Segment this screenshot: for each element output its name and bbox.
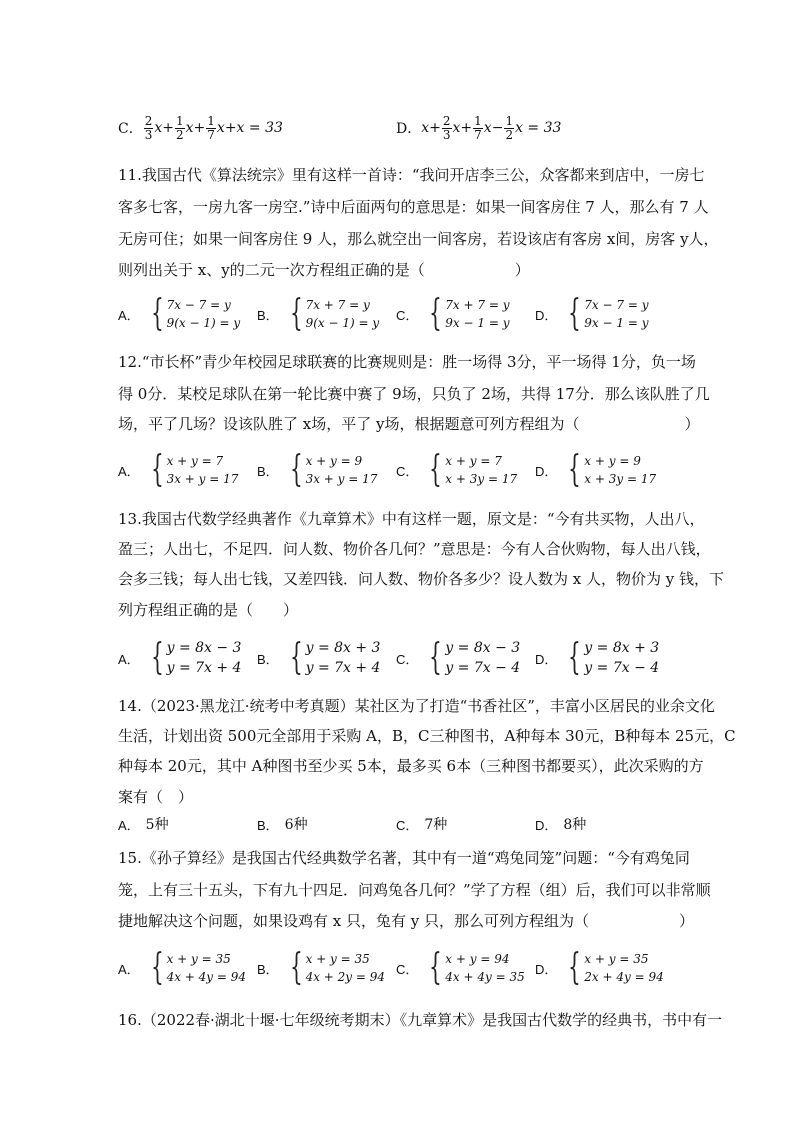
numerator: 2 bbox=[442, 113, 451, 128]
fraction bbox=[206, 115, 216, 142]
q11-option-a[interactable] bbox=[118, 294, 240, 334]
brace-icon: { bbox=[568, 449, 582, 490]
term: x− bbox=[483, 120, 504, 136]
q14-option-b[interactable] bbox=[257, 808, 308, 840]
equation-system bbox=[167, 950, 246, 986]
fraction bbox=[175, 115, 185, 142]
q15-options bbox=[118, 948, 698, 988]
equation: x + y = 7 bbox=[166, 454, 224, 468]
brace-icon: { bbox=[289, 293, 303, 334]
equation: 9x − 1 = y bbox=[584, 316, 649, 330]
option-label: D． bbox=[535, 961, 558, 977]
equation: y = 8x + 3 bbox=[305, 640, 381, 656]
equation: x + y = 35 bbox=[305, 952, 370, 966]
equation: x + y = 94 bbox=[445, 952, 510, 966]
equation: x + y = 35 bbox=[584, 952, 649, 966]
q16-text-line: 16.（2022春·湖北十堰·七年级统考期末）《九章算术》是我国古代数学的经典书，书中有一 bbox=[118, 1011, 723, 1029]
equation: x + y = 35 bbox=[166, 952, 231, 966]
fraction bbox=[473, 115, 483, 142]
denominator: 2 bbox=[505, 127, 514, 142]
q12-option-d[interactable] bbox=[535, 450, 656, 490]
equation-system bbox=[167, 296, 241, 332]
q14-option-c[interactable] bbox=[396, 808, 447, 840]
equation-system bbox=[584, 638, 659, 678]
q13-text-line: 会多三钱；每人出七钱，又差四钱．问人数、物价各多少？设人数为 x 人，物价为 y 钱，下 bbox=[118, 570, 725, 588]
numerator: 1 bbox=[505, 113, 514, 128]
equation-system bbox=[445, 452, 517, 488]
option-text: 6种 bbox=[284, 817, 308, 833]
q11-option-b[interactable] bbox=[257, 294, 379, 334]
equation: 4x + 2y = 94 bbox=[305, 970, 386, 984]
option-label: A． bbox=[118, 463, 140, 479]
option-label: C． bbox=[396, 961, 419, 977]
brace-icon: { bbox=[289, 947, 303, 988]
q14-text-line: 生活，计划出资 500元全部用于采购 A，B，C三种图书，A种每本 30元，B种每本 25元，C bbox=[118, 727, 736, 745]
denominator: 7 bbox=[474, 127, 482, 142]
q12-text-line: 12.“市长杯”青少年校园足球联赛的比赛规则是：胜一场得 3分，平一场得 1分，负一场 bbox=[118, 353, 696, 371]
q10-option-d bbox=[396, 108, 561, 148]
equation: y = 8x + 3 bbox=[584, 640, 660, 656]
equation-system bbox=[167, 638, 242, 678]
equation: y = 7x + 4 bbox=[305, 660, 381, 676]
option-label: B． bbox=[257, 961, 279, 977]
term: x = 33 bbox=[515, 120, 562, 136]
option-label: C． bbox=[396, 463, 419, 479]
q14-text-line: 案有（ ） bbox=[118, 788, 194, 806]
option-label: A． bbox=[118, 651, 140, 667]
equation-system bbox=[306, 950, 385, 986]
q10-option-c bbox=[118, 108, 283, 148]
denominator: 3 bbox=[144, 127, 153, 142]
option-label: B． bbox=[257, 463, 279, 479]
q11-option-c[interactable] bbox=[396, 294, 509, 334]
equation: 4x + 4y = 35 bbox=[445, 970, 525, 984]
brace-icon: { bbox=[568, 947, 582, 988]
equation-system bbox=[445, 950, 524, 986]
option-label: D． bbox=[535, 651, 558, 667]
term: x+ bbox=[421, 120, 441, 136]
denominator: 7 bbox=[207, 127, 215, 142]
option-label: D． bbox=[535, 463, 558, 479]
q11-text-line: 客多七客，一房九客一房空.”诗中后面两句的意思是：如果一间客房住 7 人，那么有 7 人 bbox=[118, 198, 709, 216]
equation-system bbox=[584, 950, 663, 986]
q13-options bbox=[118, 638, 698, 678]
q12-option-a[interactable] bbox=[118, 450, 238, 490]
numerator: 1 bbox=[176, 113, 184, 128]
q11-options bbox=[118, 294, 698, 334]
equation: x + y = 9 bbox=[305, 454, 363, 468]
equation-system bbox=[445, 638, 520, 678]
q14-text-line: 14.（2023·黑龙江·统考中考真题）某社区为了打造“书香社区”，丰富小区居民的业余文化 bbox=[118, 697, 715, 715]
brace-icon: { bbox=[429, 637, 443, 678]
term: x+ bbox=[154, 120, 174, 136]
q11-text-line: 则列出关于 x、y的二元一次方程组正确的是（ ） bbox=[118, 261, 530, 279]
q13-text-line: 13.我国古代数学经典著作《九章算术》中有这样一题，原文是：“今有共买物，人出八， bbox=[118, 510, 705, 528]
equation-system bbox=[584, 452, 656, 488]
equation: x + y = 7 bbox=[445, 454, 502, 468]
option-label: A． bbox=[118, 817, 140, 833]
equation: x + 3y = 17 bbox=[445, 472, 518, 486]
option-label: C． bbox=[396, 817, 419, 833]
equation: 9(x − 1) = y bbox=[305, 316, 380, 330]
brace-icon: { bbox=[568, 637, 582, 678]
equation: 7x + 7 = y bbox=[305, 298, 370, 312]
q13-option-d[interactable] bbox=[535, 638, 659, 678]
numerator: 2 bbox=[144, 113, 153, 128]
option-text: 5种 bbox=[145, 817, 169, 833]
brace-icon: { bbox=[568, 293, 582, 334]
equation: 7x + 7 = y bbox=[445, 298, 510, 312]
equation: 9x − 1 = y bbox=[445, 316, 510, 330]
equation: y = 7x − 4 bbox=[584, 660, 660, 676]
q13-option-a[interactable] bbox=[118, 638, 241, 678]
fraction bbox=[504, 115, 514, 142]
option-text: 8种 bbox=[563, 817, 587, 833]
option-text: 7种 bbox=[424, 817, 448, 833]
q13-text-line: 盈三；人出七，不足四．问人数、物价各几何？”意思是：今有人合伙购物，每人出八钱， bbox=[118, 540, 711, 558]
equation: y = 7x + 4 bbox=[166, 660, 242, 676]
equation-system bbox=[584, 296, 648, 332]
equation: 7x − 7 = y bbox=[584, 298, 649, 312]
option-label: A． bbox=[118, 961, 140, 977]
q13-text-line: 列方程组正确的是（ ） bbox=[118, 601, 299, 619]
brace-icon: { bbox=[429, 449, 443, 490]
option-label: C． bbox=[396, 307, 419, 323]
option-label: D． bbox=[396, 121, 422, 137]
q12-option-b[interactable] bbox=[257, 450, 377, 490]
q15-option-c[interactable] bbox=[396, 948, 525, 988]
numerator: 1 bbox=[474, 113, 482, 128]
q15-text-line: 15.《孙子算经》是我国古代经典数学名著，其中有一道“鸡兔同笼”问题：“今有鸡兔同 bbox=[118, 849, 690, 867]
equation: 2x + 4y = 94 bbox=[584, 970, 664, 984]
brace-icon: { bbox=[289, 449, 303, 490]
equation-system bbox=[306, 638, 381, 678]
equation: x + y = 9 bbox=[584, 454, 641, 468]
q15-option-b[interactable] bbox=[257, 948, 385, 988]
fraction bbox=[442, 115, 452, 142]
equation: 7x − 7 = y bbox=[166, 298, 231, 312]
brace-icon: { bbox=[429, 947, 443, 988]
numerator: 1 bbox=[207, 113, 215, 128]
q13-option-c[interactable] bbox=[396, 638, 520, 678]
option-label: C． bbox=[396, 651, 419, 667]
q12-text-line: 场，平了几场？设该队胜了 x场，平了 y场，根据题意可列方程组为（ ） bbox=[118, 415, 700, 433]
q15-option-a[interactable] bbox=[118, 948, 246, 988]
equation: 3x + y = 17 bbox=[166, 472, 239, 486]
q15-option-d[interactable] bbox=[535, 948, 664, 988]
q15-text-line: 捷地解决这个问题，如果设鸡有 x 只，兔有 y 只，那么可列方程组为（ ） bbox=[118, 912, 695, 930]
option-label: B． bbox=[257, 817, 279, 833]
option-label: B． bbox=[257, 307, 279, 323]
brace-icon: { bbox=[150, 293, 164, 334]
option-label: D． bbox=[535, 307, 558, 323]
equation: 9(x − 1) = y bbox=[166, 316, 241, 330]
brace-icon: { bbox=[289, 637, 303, 678]
brace-icon: { bbox=[429, 293, 443, 334]
term: x+x = 33 bbox=[216, 120, 283, 136]
term: x+ bbox=[185, 120, 206, 136]
q12-text-line: 得 0分．某校足球队在第一轮比赛中赛了 9场，只负了 2场，共得 17分．那么该队胜了几 bbox=[118, 385, 710, 403]
equation: x + 3y = 17 bbox=[584, 472, 657, 486]
brace-icon: { bbox=[150, 947, 164, 988]
q12-option-c[interactable] bbox=[396, 450, 517, 490]
denominator: 2 bbox=[176, 127, 184, 142]
q14-text-line: 种每本 20元，其中 A种图书至少买 5本，最多买 6本（三种图书都要买），此次采购的方 bbox=[118, 757, 704, 775]
q11-text-line: 无房可住；如果一间客房住 9 人，那么就空出一间客房，若设该店有客房 x间，房客 y人， bbox=[118, 230, 719, 248]
denominator: 3 bbox=[442, 127, 451, 142]
q13-option-b[interactable] bbox=[257, 638, 380, 678]
equation: y = 7x − 4 bbox=[445, 660, 521, 676]
brace-icon: { bbox=[150, 449, 164, 490]
equation: 3x + y = 17 bbox=[305, 472, 378, 486]
q14-options bbox=[118, 808, 698, 840]
equation: y = 8x − 3 bbox=[445, 640, 521, 656]
option-label: A． bbox=[118, 307, 140, 323]
q11-option-d[interactable] bbox=[535, 294, 648, 334]
equation-system bbox=[306, 452, 378, 488]
q11-text-line: 11.我国古代《算法统宗》里有这样一首诗：“我问开店李三公，众客都来到店中，一房七 bbox=[118, 166, 705, 184]
q15-text-line: 笼，上有三十五头，下有九十四足．问鸡兔各几何？”学了方程（组）后，我们可以非常顺 bbox=[118, 881, 711, 899]
equation-system bbox=[445, 296, 509, 332]
fraction bbox=[144, 115, 154, 142]
equation-system bbox=[167, 452, 239, 488]
equation: y = 8x − 3 bbox=[166, 640, 242, 656]
q10-options-row bbox=[118, 108, 698, 148]
equation: 4x + 4y = 94 bbox=[166, 970, 247, 984]
q14-option-d[interactable] bbox=[535, 808, 586, 840]
option-label: C． bbox=[118, 121, 143, 137]
option-label: B． bbox=[257, 651, 279, 667]
term: x+ bbox=[452, 120, 473, 136]
option-label: D． bbox=[535, 817, 558, 833]
q12-options bbox=[118, 450, 698, 490]
brace-icon: { bbox=[150, 637, 164, 678]
equation-system bbox=[306, 296, 380, 332]
q14-option-a[interactable] bbox=[118, 808, 169, 840]
